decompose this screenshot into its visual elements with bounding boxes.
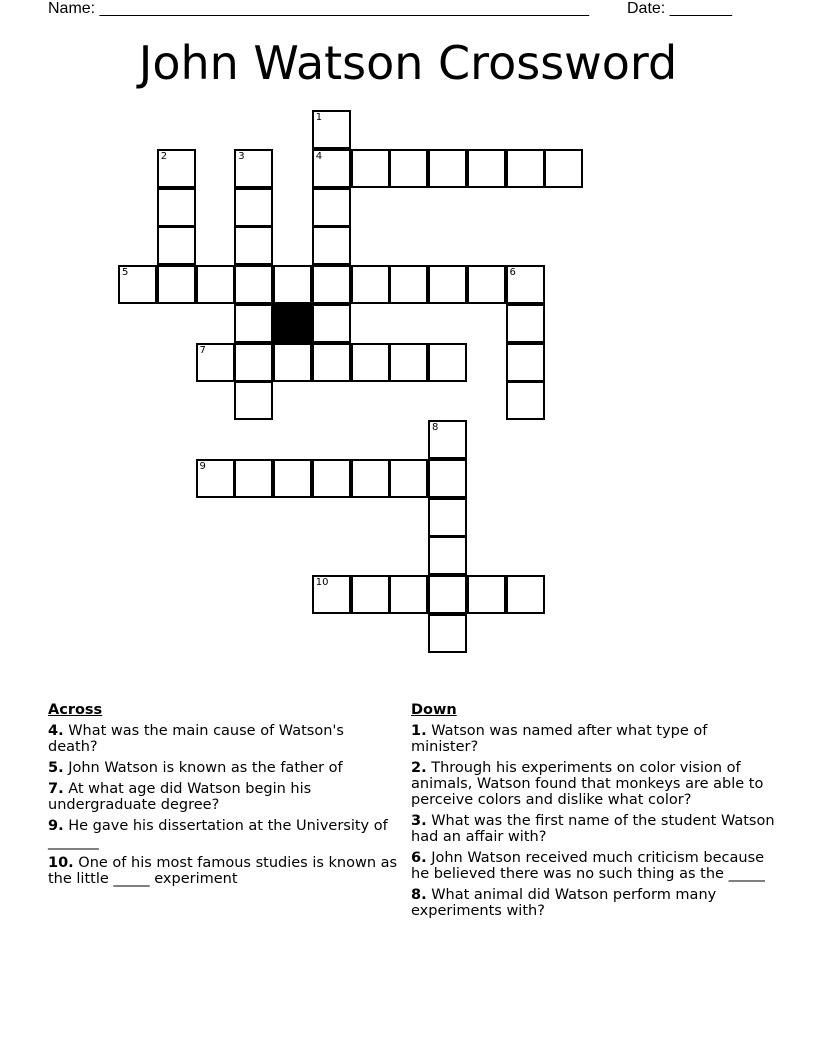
grid-cell[interactable] [234, 343, 273, 382]
grid-cell[interactable] [312, 459, 351, 498]
grid-cell[interactable] [506, 149, 545, 188]
name-field-label: Name: _______________________________________________________ [48, 0, 589, 17]
grid-cell[interactable] [428, 498, 467, 537]
grid-cell[interactable] [544, 149, 583, 188]
grid-cell[interactable] [389, 265, 428, 304]
grid-cell[interactable] [312, 304, 351, 343]
grid-cell[interactable] [196, 459, 235, 498]
grid-cell[interactable] [157, 265, 196, 304]
grid-cell[interactable] [351, 343, 390, 382]
clue-number: 4. [48, 723, 64, 739]
clue-text: What animal did Watson perform many experiments with? [411, 887, 717, 919]
grid-cell[interactable] [234, 226, 273, 265]
grid-cell[interactable] [234, 265, 273, 304]
grid-cell[interactable] [428, 459, 467, 498]
grid-cell[interactable] [351, 149, 390, 188]
grid-cell[interactable] [428, 265, 467, 304]
crossword-grid [118, 110, 584, 653]
grid-cell[interactable] [428, 614, 467, 653]
page-title: John Watson Crossword [138, 36, 678, 90]
clue-text: He gave his dissertation at the University of _______ [48, 818, 388, 850]
cell-number: 3 [238, 150, 245, 162]
grid-cell[interactable] [312, 188, 351, 227]
clue-number: 8. [411, 887, 427, 903]
grid-cell[interactable] [157, 226, 196, 265]
grid-cell[interactable] [196, 343, 235, 382]
cell-number: 6 [509, 267, 516, 278]
down-clues [411, 702, 776, 924]
grid-cell[interactable] [234, 149, 273, 188]
down-heading: Down [411, 702, 457, 718]
across-clue [48, 723, 398, 755]
grid-cell[interactable] [506, 575, 545, 614]
clue-number: 3. [411, 813, 427, 829]
cell-number: 10 [315, 577, 329, 588]
grid-cell[interactable] [312, 110, 351, 149]
grid-cell[interactable] [389, 343, 428, 382]
clue-text: John Watson is known as the father of [68, 760, 343, 776]
grid-cell[interactable] [428, 536, 467, 575]
clue-text: One of his most famous studies is known as the little _____ experiment [48, 855, 398, 887]
cell-number: 7 [199, 344, 206, 356]
grid-cell[interactable] [506, 381, 545, 420]
grid-cell[interactable] [234, 381, 273, 420]
clue-text: Watson was named after what type of minister? [411, 723, 708, 755]
clue-number: 1. [411, 723, 427, 739]
down-clue [411, 723, 776, 755]
grid-cell[interactable] [506, 265, 545, 304]
clue-text: What was the first name of the student Watson had an affair with? [411, 813, 775, 845]
clue-number: 9. [48, 818, 64, 834]
grid-cell[interactable] [234, 459, 273, 498]
clue-text: Through his experiments on color vision of animals, Watson found that monkeys are able to perceive colors and dislike what color? [411, 760, 764, 808]
cell-number: 8 [432, 422, 439, 433]
grid-cell[interactable] [351, 459, 390, 498]
clue-number: 7. [48, 781, 64, 797]
clue-number: 2. [411, 760, 427, 776]
grid-cell[interactable] [157, 188, 196, 227]
grid-cell[interactable] [312, 265, 351, 304]
grid-cell[interactable] [389, 575, 428, 614]
across-heading: Across [48, 702, 103, 718]
clue-number: 10. [48, 855, 74, 871]
clue-text: John Watson received much criticism because he believed there was no such thing as the _____ [411, 850, 765, 882]
clue-number: 5. [48, 760, 64, 776]
grid-cell[interactable] [273, 343, 312, 382]
grid-cell[interactable] [196, 265, 235, 304]
clue-number: 6. [411, 850, 427, 866]
grid-cell[interactable] [428, 149, 467, 188]
across-clue [48, 855, 398, 887]
grid-cell[interactable] [273, 459, 312, 498]
grid-cell[interactable] [351, 575, 390, 614]
across-clue [48, 760, 398, 776]
grid-cell[interactable] [428, 575, 467, 614]
header-row [48, 0, 748, 20]
grid-cell[interactable] [234, 304, 273, 343]
grid-cell[interactable] [467, 265, 506, 304]
down-clue [411, 813, 776, 845]
across-clues [48, 702, 398, 892]
grid-cell[interactable] [389, 459, 428, 498]
cell-number: 5 [122, 267, 129, 278]
grid-cell[interactable] [428, 343, 467, 382]
grid-cell[interactable] [467, 575, 506, 614]
grid-cell[interactable] [506, 343, 545, 382]
grid-cell[interactable] [428, 420, 467, 459]
down-clue [411, 887, 776, 919]
grid-cell[interactable] [467, 149, 506, 188]
clue-text: At what age did Watson begin his undergraduate degree? [48, 781, 312, 813]
grid-cell[interactable] [234, 188, 273, 227]
grid-cell[interactable] [118, 265, 157, 304]
grid-cell[interactable] [506, 304, 545, 343]
cell-number: 9 [199, 460, 206, 472]
clue-text: What was the main cause of Watson's death? [48, 723, 344, 755]
date-field-label: Date: _______ [627, 0, 732, 17]
grid-cell[interactable] [312, 149, 351, 188]
grid-cell[interactable] [312, 226, 351, 265]
grid-cell[interactable] [389, 149, 428, 188]
cell-number: 2 [160, 150, 168, 162]
down-clue [411, 850, 776, 882]
grid-cell[interactable] [273, 265, 312, 304]
across-clue [48, 781, 398, 813]
down-clue [411, 760, 776, 808]
grid-block [273, 304, 312, 343]
grid-cell[interactable] [312, 575, 351, 614]
cell-number: 1 [315, 112, 323, 123]
grid-cell[interactable] [351, 265, 390, 304]
grid-cell[interactable] [312, 343, 351, 382]
cell-number: 4 [315, 150, 323, 162]
grid-cell[interactable] [157, 149, 196, 188]
across-clue [48, 818, 398, 850]
